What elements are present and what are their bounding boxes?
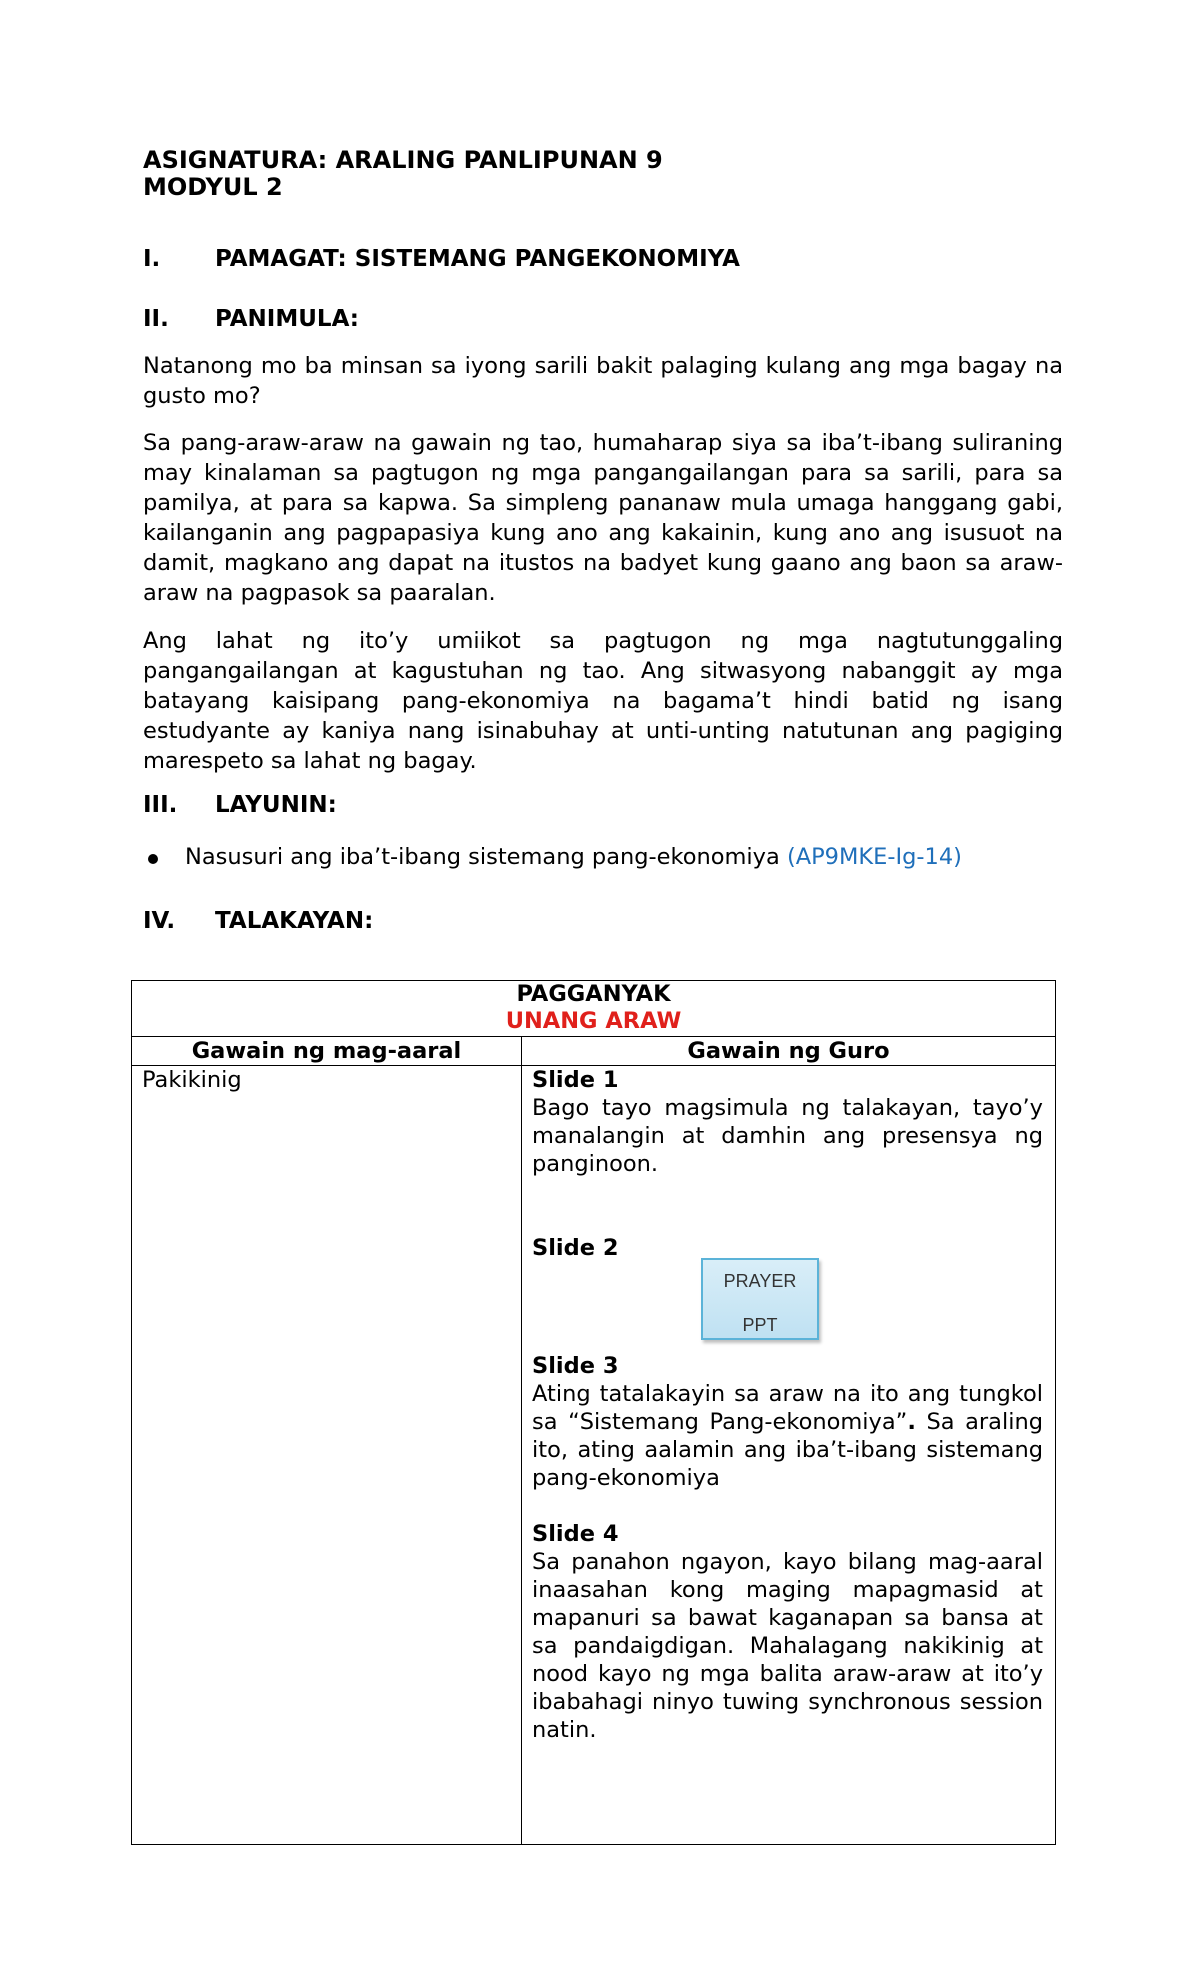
lesson-table — [131, 980, 1056, 1845]
bullet-icon — [148, 854, 158, 864]
section-number-4: IV. — [143, 908, 176, 934]
column-header-teacher: Gawain ng Guro — [522, 1037, 1056, 1066]
slide-3-text-b: Sa araling ito, ating aalamin ang iba’t-ibang sistemang pang-ekonomiya — [532, 1409, 1044, 1491]
paragraph-1: Natanong mo ba minsan sa iyong sarili bakit palaging kulang ang mga bagay na gusto mo? — [143, 353, 1063, 409]
prayer-ppt-box — [701, 1258, 819, 1340]
section-title-panimula: PANIMULA: — [215, 306, 359, 332]
student-activity: Pakikinig — [142, 1067, 242, 1093]
slide-3-text — [532, 1380, 1043, 1492]
section-number-2: II. — [143, 306, 169, 332]
slide-3-title: Slide 3 — [532, 1353, 619, 1379]
paragraph-3: Ang lahat ng ito’y umiikot sa pagtugon ng mga nagtutunggaling pangangailangan at kagustuhan ng tao. Ang sitwasyong nabanggit ay mga batayang kaisipang pang-ekonomiya na bagama’t hindi batid ng isang estudyante ay kaniya nang isinabuhay at unti-unting natutunan ang pagiging marespeto sa lahat ng bagay. — [143, 628, 1063, 774]
slide-1-text: Bago tayo magsimula ng talakayan, tayo’y manalangin at damhin ang presensya ng panginoon. — [532, 1095, 1044, 1177]
prayer-box-line1: PRAYER — [723, 1271, 797, 1291]
section-number-1: I. — [143, 246, 161, 272]
paragraph-2: Sa pang-araw-araw na gawain ng tao, humaharap siya sa iba’t-ibang suliraning may kinalaman sa pagtugon ng mga pangangailangan para sa sarili, para sa pamilya, at para sa kapwa. Sa simpleng pananaw mula umaga hanggang gabi, kailanganin ang pagpapasiya kung ano ang kakainin, kung ano ang isusuot na damit, magkano ang dapat na itustos na badyet kung gaano ang baon sa araw-araw na pagpasok sa paaralan. — [143, 430, 1063, 606]
table-day-label: UNANG ARAW — [505, 1008, 682, 1034]
prayer-box-line2: PPT — [742, 1315, 778, 1335]
competency-code: (AP9MKE-Ig-14) — [786, 844, 962, 870]
slide-3-text-a: Ating tatalakayin sa araw na ito ang tungkol sa “Sistemang Pang-ekonomiya” — [532, 1381, 1044, 1435]
section-title-layunin: LAYUNIN: — [215, 792, 337, 818]
section-title-pamagat: PAMAGAT: SISTEMANG PANGEKONOMIYA — [215, 246, 740, 272]
slide-4-title: Slide 4 — [532, 1521, 619, 1547]
slide-2-title: Slide 2 — [532, 1235, 619, 1261]
slide-4-text: Sa panahon ngayon, kayo bilang mag-aaral inaasahan kong maging mapagmasid at mapanuri sa bawat kaganapan sa bansa at sa pandaigdigan. Mahalagang nakikinig at nood kayo ng mga balita araw-araw at ito’y ibabahagi ninyo tuwing synchronous session natin. — [532, 1549, 1044, 1743]
teacher-activity-cell — [522, 1066, 1056, 1845]
objective-item — [185, 842, 962, 872]
module-heading: MODYUL 2 — [143, 173, 283, 201]
slide-1-title: Slide 1 — [532, 1067, 619, 1093]
section-title-talakayan: TALAKAYAN: — [215, 908, 374, 934]
student-activity-cell — [132, 1066, 522, 1845]
column-header-student: Gawain ng mag-aaral — [132, 1037, 522, 1066]
table-caption: PAGGANYAK — [516, 981, 671, 1007]
slide-3-text-dot: . — [907, 1409, 916, 1435]
section-number-3: III. — [143, 792, 178, 818]
subject-heading: ASIGNATURA: ARALING PANLIPUNAN 9 — [143, 146, 663, 174]
table-caption-cell — [132, 981, 1056, 1037]
objective-text: Nasusuri ang iba’t-ibang sistemang pang-ekonomiya — [185, 844, 780, 870]
